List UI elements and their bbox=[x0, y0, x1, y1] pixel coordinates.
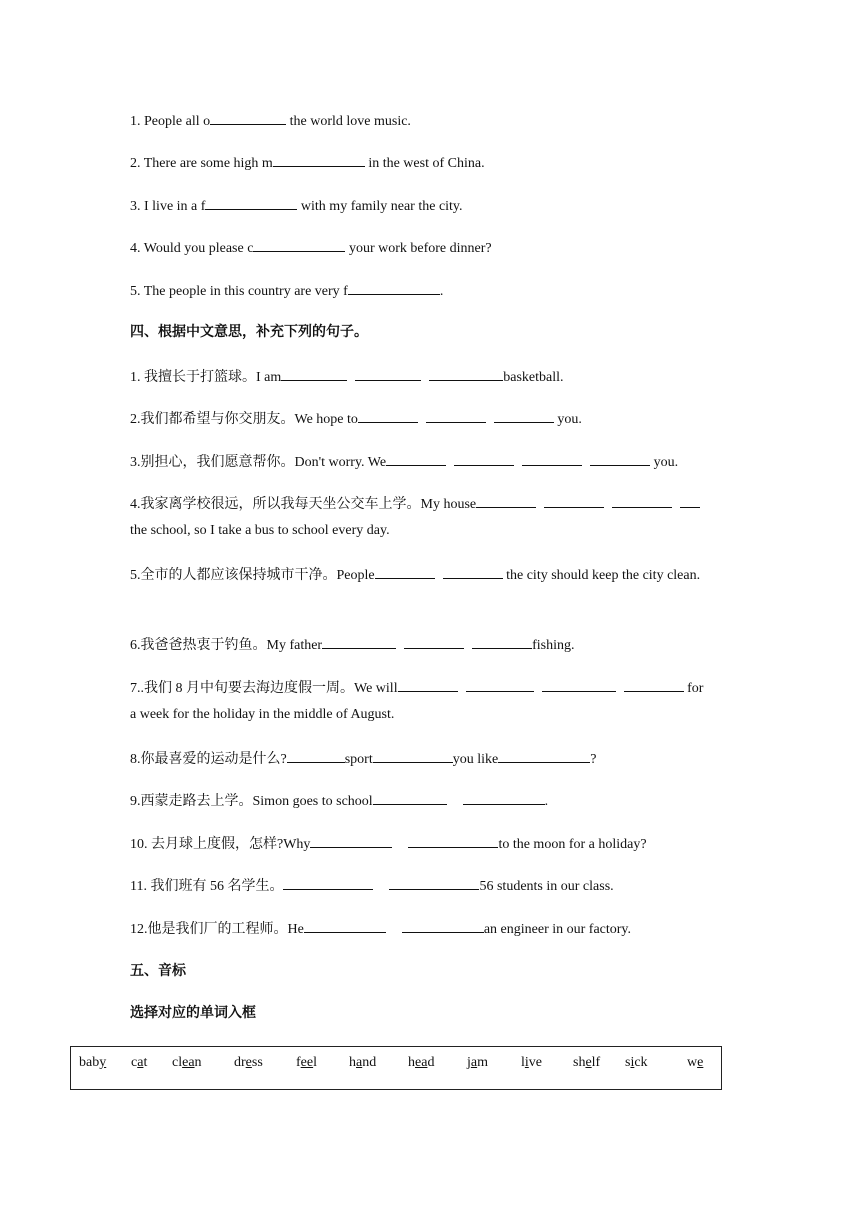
item-text: for bbox=[687, 681, 704, 696]
item-text: People bbox=[336, 568, 375, 583]
answer-blank[interactable] bbox=[348, 280, 440, 295]
answer-blank[interactable] bbox=[443, 564, 503, 579]
exercise-item bbox=[130, 366, 564, 388]
answer-blank[interactable] bbox=[429, 366, 503, 381]
answer-blank[interactable] bbox=[389, 875, 479, 890]
section-subheading: 选择对应的单词入框 bbox=[130, 1005, 256, 1021]
answer-blank[interactable] bbox=[386, 451, 446, 466]
word: head bbox=[408, 1055, 435, 1070]
item-text: with my family near the city. bbox=[300, 199, 463, 214]
word: baby bbox=[79, 1055, 107, 1070]
answer-blank[interactable] bbox=[612, 493, 672, 508]
word-box bbox=[70, 1046, 722, 1090]
answer-blank[interactable] bbox=[544, 493, 604, 508]
answer-blank[interactable] bbox=[476, 493, 536, 508]
answer-blank[interactable] bbox=[210, 110, 286, 125]
word: hand bbox=[349, 1055, 377, 1070]
item-text: the world love music. bbox=[289, 114, 411, 129]
item-text: People all o bbox=[144, 114, 211, 129]
word: shelf bbox=[573, 1055, 601, 1070]
answer-blank[interactable] bbox=[590, 451, 650, 466]
chinese-prompt: 1. 我擅长于打篮球。 bbox=[130, 370, 256, 385]
answer-blank[interactable] bbox=[472, 634, 532, 649]
answer-blank[interactable] bbox=[466, 677, 534, 692]
item-text: you. bbox=[653, 455, 679, 470]
answer-blank[interactable] bbox=[624, 677, 684, 692]
exercise-item bbox=[130, 195, 463, 217]
exercise-item bbox=[130, 110, 411, 132]
answer-blank[interactable] bbox=[310, 833, 392, 848]
chinese-prompt: 9.西蒙走路去上学。 bbox=[130, 794, 253, 809]
answer-blank[interactable] bbox=[375, 564, 435, 579]
answer-blank[interactable] bbox=[205, 195, 297, 210]
item-text: My father bbox=[266, 638, 323, 653]
exercise-item bbox=[130, 918, 631, 940]
exercise-item bbox=[130, 280, 443, 302]
item-text: There are some high m bbox=[143, 156, 273, 171]
answer-blank[interactable] bbox=[522, 451, 582, 466]
answer-blank[interactable] bbox=[283, 875, 373, 890]
item-text: . bbox=[544, 794, 549, 809]
answer-blank[interactable] bbox=[404, 634, 464, 649]
exercise-item bbox=[130, 237, 492, 259]
item-text: We hope to bbox=[294, 412, 358, 427]
exercise-item bbox=[130, 408, 582, 430]
answer-blank[interactable] bbox=[373, 790, 447, 805]
word: sick bbox=[625, 1055, 648, 1070]
section-heading: 五、音标 bbox=[130, 963, 186, 979]
item-text: Would you please c bbox=[143, 241, 254, 256]
answer-blank[interactable] bbox=[287, 748, 345, 763]
word: cat bbox=[131, 1055, 148, 1070]
exercise-item bbox=[130, 677, 703, 699]
item-text: a week for the holiday in the middle of August. bbox=[130, 707, 395, 722]
chinese-prompt: 11. 我们班有 56 名学生。 bbox=[130, 879, 284, 894]
answer-blank[interactable] bbox=[408, 833, 498, 848]
item-number: 1. bbox=[130, 114, 141, 129]
chinese-prompt: 2.我们都希望与你交朋友。 bbox=[130, 412, 295, 427]
word: feel bbox=[296, 1055, 317, 1070]
item-text: Why bbox=[283, 837, 311, 852]
item-text: I am bbox=[256, 370, 282, 385]
exercise-item bbox=[130, 564, 700, 586]
chinese-prompt: 6.我爸爸热衷于钓鱼。 bbox=[130, 638, 267, 653]
item-text: to the moon for a holiday? bbox=[498, 837, 647, 852]
item-text: the school, so I take a bus to school every day. bbox=[130, 523, 390, 538]
answer-blank[interactable] bbox=[398, 677, 458, 692]
item-text: I live in a f bbox=[144, 199, 206, 214]
item-text: fishing. bbox=[532, 638, 575, 653]
item-text: 56 students in our class. bbox=[479, 879, 614, 894]
item-text: He bbox=[287, 922, 304, 937]
chinese-prompt: 5.全市的人都应该保持城市干净。 bbox=[130, 568, 337, 583]
item-number: 5. bbox=[130, 284, 141, 299]
section-heading: 四、根据中文意思，补充下列的句子。 bbox=[130, 324, 368, 340]
item-text: My house bbox=[420, 497, 477, 512]
item-text: you like bbox=[452, 752, 499, 767]
item-text: an engineer in our factory. bbox=[483, 922, 632, 937]
item-text: ? bbox=[590, 752, 597, 767]
chinese-prompt: 8.你最喜爱的运动是什么? bbox=[130, 752, 287, 767]
answer-blank[interactable] bbox=[355, 366, 421, 381]
answer-blank[interactable] bbox=[281, 366, 347, 381]
chinese-prompt: 4.我家离学校很远，所以我每天坐公交车上学。 bbox=[130, 497, 421, 512]
exercise-item bbox=[130, 451, 678, 473]
answer-blank[interactable] bbox=[402, 918, 484, 933]
exercise-item bbox=[130, 634, 574, 656]
item-text: We will bbox=[354, 681, 398, 696]
answer-blank[interactable] bbox=[273, 152, 365, 167]
word: dress bbox=[234, 1055, 263, 1070]
exercise-item bbox=[130, 833, 647, 855]
answer-blank[interactable] bbox=[322, 634, 396, 649]
exercise-item-continued bbox=[130, 705, 394, 725]
chinese-prompt: 7..我们 8 月中旬要去海边度假一周。 bbox=[130, 681, 354, 696]
item-text: the city should keep the city clean. bbox=[506, 568, 701, 583]
exercise-item bbox=[130, 748, 596, 770]
item-number: 3. bbox=[130, 199, 141, 214]
exercise-item bbox=[130, 152, 485, 174]
answer-blank[interactable] bbox=[680, 493, 700, 508]
item-text: Don't worry. We bbox=[294, 455, 387, 470]
exercise-item bbox=[130, 790, 548, 812]
item-text: you. bbox=[557, 412, 582, 427]
chinese-prompt: 12.他是我们厂的工程师。 bbox=[130, 922, 288, 937]
item-text: . bbox=[439, 284, 444, 299]
word: jam bbox=[467, 1055, 488, 1070]
item-text: in the west of China. bbox=[368, 156, 485, 171]
exercise-item bbox=[130, 875, 614, 897]
item-text: basketball. bbox=[503, 370, 564, 385]
answer-blank[interactable] bbox=[304, 918, 386, 933]
answer-blank[interactable] bbox=[253, 237, 345, 252]
answer-blank[interactable] bbox=[542, 677, 616, 692]
exercise-item bbox=[130, 493, 700, 515]
chinese-prompt: 10. 去月球上度假，怎样? bbox=[130, 837, 284, 852]
word: clean bbox=[172, 1055, 202, 1070]
answer-blank[interactable] bbox=[426, 408, 486, 423]
answer-blank[interactable] bbox=[373, 748, 453, 763]
item-text: The people in this country are very f bbox=[143, 284, 348, 299]
answer-blank[interactable] bbox=[494, 408, 554, 423]
item-number: 4. bbox=[130, 241, 141, 256]
exercise-item-continued bbox=[130, 521, 390, 541]
answer-blank[interactable] bbox=[358, 408, 418, 423]
item-text: sport bbox=[344, 752, 373, 767]
answer-blank[interactable] bbox=[498, 748, 590, 763]
word: live bbox=[521, 1055, 542, 1070]
chinese-prompt: 3.别担心，我们愿意帮你。 bbox=[130, 455, 295, 470]
item-text: Simon goes to school bbox=[252, 794, 373, 809]
word: we bbox=[687, 1055, 704, 1070]
item-number: 2. bbox=[130, 156, 141, 171]
item-text: your work before dinner? bbox=[348, 241, 492, 256]
answer-blank[interactable] bbox=[454, 451, 514, 466]
answer-blank[interactable] bbox=[463, 790, 545, 805]
